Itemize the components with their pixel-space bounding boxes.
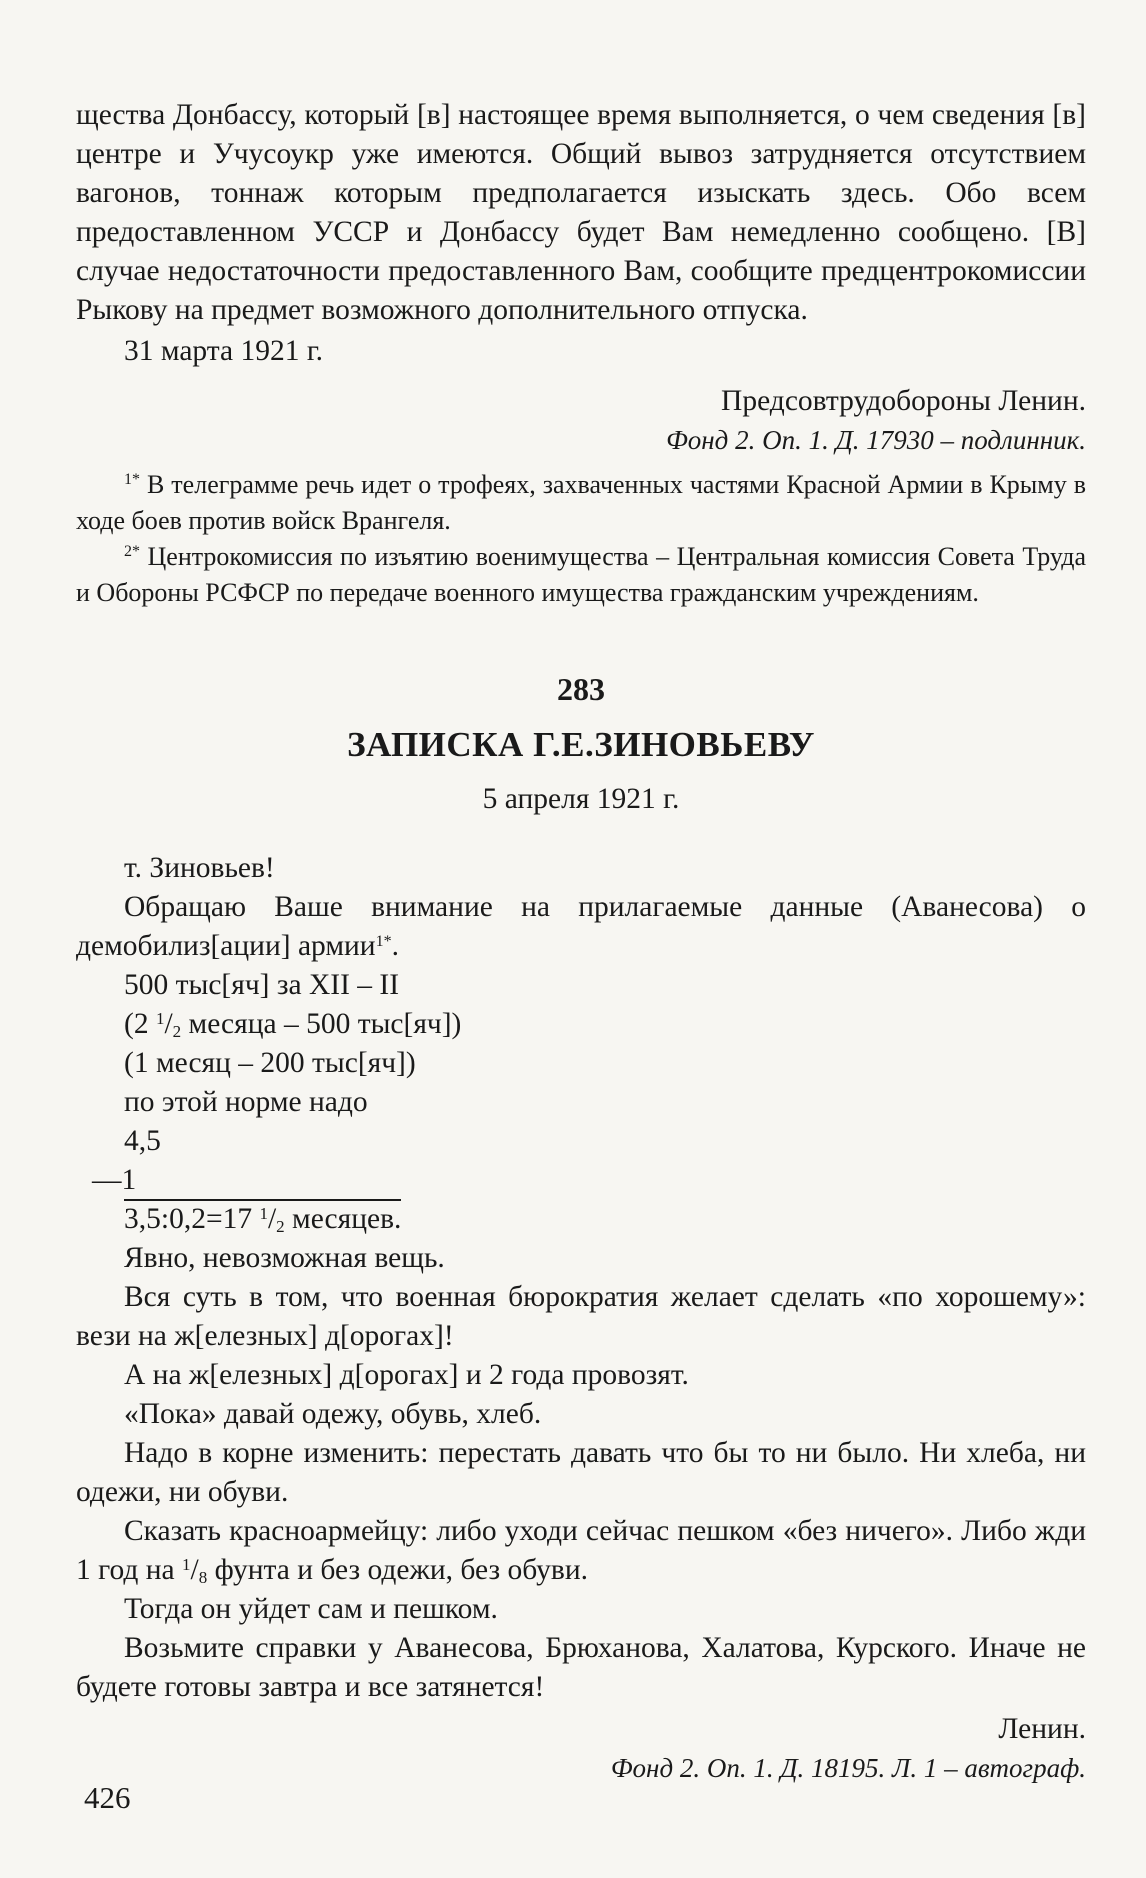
footnote-mark: 1*: [375, 933, 392, 950]
letter-paragraph-then: Тогда он уйдет сам и пешком.: [124, 1593, 498, 1625]
calc-text: месяца – 500 тыс[яч]): [181, 1008, 462, 1040]
calc-text: (2: [124, 1008, 156, 1040]
footnote-mark: 1*: [124, 471, 140, 488]
calc-text: 3,5:0,2=17: [124, 1203, 260, 1235]
calc-line-1: 500 тыс[яч] за XII – II: [124, 969, 400, 1001]
calc-line-5: 4,5: [124, 1125, 161, 1157]
calc-line-4: по этой норме надо: [124, 1086, 368, 1118]
continuation-signature: Предсовтрудобороны Ленин.: [721, 385, 1086, 417]
letter-paragraph-take: Возьмите справки у Аванесова, Брюханова, Халатова, Курского. Иначе не будете готовы завтра и все затянется!: [76, 1632, 1086, 1703]
calc-result: [124, 1199, 401, 1235]
calculation-block: [76, 966, 1086, 1239]
tell-text: фунта и без одежи, без обуви.: [207, 1554, 589, 1586]
book-page: [76, 96, 1086, 1787]
footnote-text: Центрокомиссия по изъятию военимущества – Центральная комиссия Совета Труда и Обороны РСФСР по передаче военного имущества гражданским учреждениям.: [76, 542, 1087, 607]
fraction-denominator: 2: [276, 1217, 285, 1236]
letter-paragraph-change: Надо в корне изменить: перестать давать что бы то ни было. Ни хлеба, ни одежи, ни обуви.: [76, 1437, 1086, 1508]
footnote-text: В телеграмме речь идет о трофеях, захваченных частями Красной Армии в Крыму в ходе боев против войск Врангеля.: [76, 470, 1086, 535]
continuation-source: Фонд 2. Оп. 1. Д. 17930 – подлинник.: [666, 425, 1086, 455]
letter-paragraph-essence: Вся суть в том, что военная бюрократия желает сделать «по хорошему»: вези на ж[елезных] д[орогах]!: [76, 1281, 1086, 1352]
fraction-slash: /: [164, 1008, 173, 1040]
letter-paragraph-rail: А на ж[елезных] д[орогах] и 2 года провозят.: [124, 1359, 689, 1391]
document-source: Фонд 2. Оп. 1. Д. 18195. Л. 1 – автограф.: [610, 1753, 1086, 1783]
fraction-numerator: 1: [155, 1009, 165, 1028]
footnote-2: [76, 539, 1086, 611]
fraction-numerator: 1: [259, 1204, 268, 1223]
calc-line-3: (1 месяц – 200 тыс[яч]): [124, 1047, 416, 1079]
calc-line-2: [76, 1005, 1086, 1044]
calc-text: месяцев.: [284, 1203, 402, 1235]
letter-paragraph-obvious: Явно, невозможная вещь.: [124, 1242, 445, 1274]
fraction-numerator: 1: [182, 1555, 191, 1574]
letter-body: [76, 849, 1086, 1707]
document-title: ЗАПИСКА Г.Е.ЗИНОВЬЕВУ: [347, 725, 815, 764]
continuation-date: 31 марта 1921 г.: [124, 335, 324, 367]
salutation: т. Зиновьев!: [124, 852, 275, 884]
continuation-paragraph: щества Донбассу, который [в] настоящее время выполняется, о чем сведения [в] центре и Учусоукр уже имеются. Общий вывоз затрудняется отсутствием вагонов, тоннаж которым предполагается изыскать здесь. Обо всем предоставленном УССР и Донбассу будет Вам немедленно сообщено. [В] случае недостаточности предоставленного Вам, сообщите предцентрокомиссии Рыкову на предмет возможного дополнительного отпуска.: [76, 99, 1086, 326]
calc-line-6: —1: [92, 1164, 137, 1196]
letter-paragraph-tell: [76, 1512, 1086, 1590]
footnote-mark: 2*: [124, 543, 140, 560]
fraction-denominator: 2: [172, 1022, 182, 1041]
tell-text: Сказать красноармейцу: либо уходи сейчас пешком «без ничего». Либо жди 1 год на: [76, 1515, 1086, 1586]
fraction-slash: /: [267, 1203, 277, 1235]
attention-text: Обращаю Ваше внимание на прилагаемые данные (Аванесова) о демобилиз[ации] армии: [76, 891, 1086, 962]
letter-paragraph-meanwhile: «Пока» давай одежу, обувь, хлеб.: [124, 1398, 542, 1430]
document-signature: Ленин.: [998, 1713, 1086, 1745]
page-number: 426: [84, 1780, 131, 1815]
document-date: 5 апреля 1921 г.: [482, 783, 680, 815]
fraction-denominator: 8: [198, 1568, 208, 1587]
footnote-1: [76, 467, 1086, 539]
fraction-slash: /: [190, 1554, 199, 1586]
calc-line-7: [76, 1200, 1086, 1239]
letter-paragraph-attention: Обращаю Ваше внимание на прилагаемые данные (Аванесова) о демобилиз[ации] армии$^{1*}$.: [76, 891, 1086, 962]
document-number: 283: [557, 671, 605, 707]
footnotes: [76, 467, 1086, 611]
